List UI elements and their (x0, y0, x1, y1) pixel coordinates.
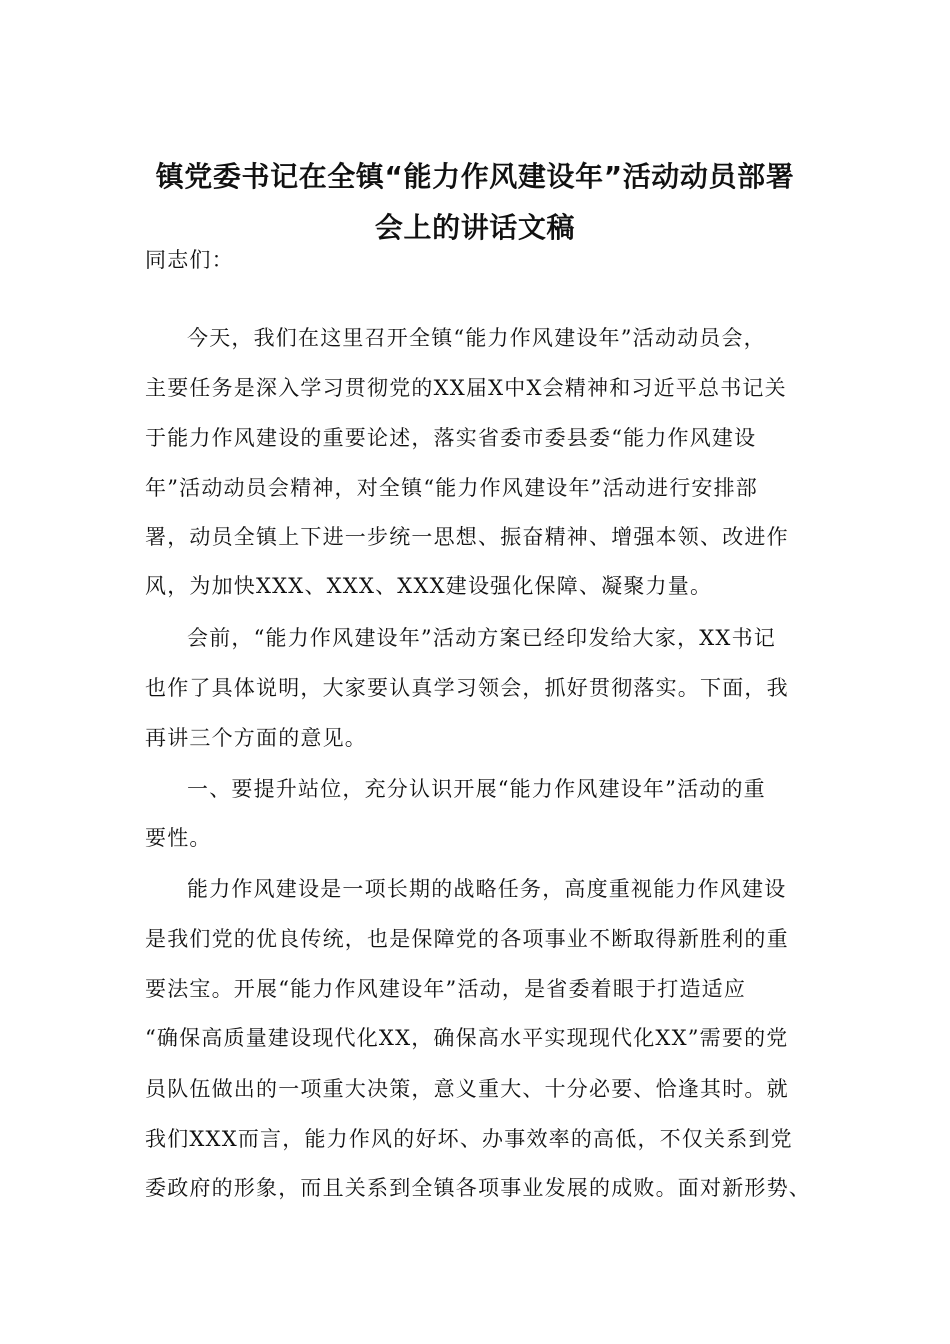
paragraph-line: 今天，我们在这里召开全镇“能力作风建设年”活动动员会， (187, 326, 766, 350)
paragraph-line: 年”活动动员会精神，对全镇“能力作风建设年”活动进行安排部 (145, 476, 759, 500)
paragraph-line: 会前，“能力作风建设年”活动方案已经印发给大家，XX书记 (187, 626, 776, 650)
paragraph-line: 也作了具体说明，大家要认真学习领会，抓好贯彻落实。下面，我 (145, 676, 789, 700)
paragraph-line: 署，动员全镇上下进一步统一思想、振奋精神、增强本领、改进作 (145, 525, 789, 549)
paragraph-line: 我们XXX而言，能力作风的好坏、办事效率的高低，不仅关系到党 (145, 1127, 793, 1151)
paragraph-line: 再讲三个方面的意见。 (145, 726, 367, 750)
title-line-1: 镇党委书记在全镇“能力作风建设年”活动动员部署 (155, 160, 795, 193)
paragraph-line: 是我们党的优良传统，也是保障党的各项事业不断取得新胜利的重 (145, 927, 789, 951)
section-heading-line: 一、要提升站位，充分认识开展“能力作风建设年”活动的重 (187, 777, 766, 801)
paragraph-line: 要法宝。开展“能力作风建设年”活动，是省委着眼于打造适应 (145, 977, 747, 1001)
paragraph-line: 主要任务是深入学习贯彻党的XX届X中X会精神和习近平总书记关 (145, 376, 787, 400)
title-line-2: 会上的讲话文稿 (374, 211, 576, 244)
paragraph-line: 委政府的形象，而且关系到全镇各项事业发展的成败。面对新形势、 (145, 1176, 811, 1200)
paragraph-line: 员队伍做出的一项重大决策，意义重大、十分必要、恰逢其时。就 (145, 1077, 789, 1101)
paragraph-line: 于能力作风建设的重要论述，落实省委市委县委“能力作风建设 (145, 426, 757, 450)
document-title (120, 151, 830, 253)
paragraph-line: 风，为加快XXX、XXX、XXX建设强化保障、凝聚力量。 (145, 574, 713, 598)
paragraph-line: 能力作风建设是一项长期的战略任务，高度重视能力作风建设 (187, 877, 787, 901)
salutation: 同志们： (145, 248, 234, 272)
section-heading-line: 要性。 (145, 826, 212, 850)
paragraph-line: “确保高质量建设现代化XX，确保高水平实现现代化XX”需要的党 (145, 1026, 789, 1050)
